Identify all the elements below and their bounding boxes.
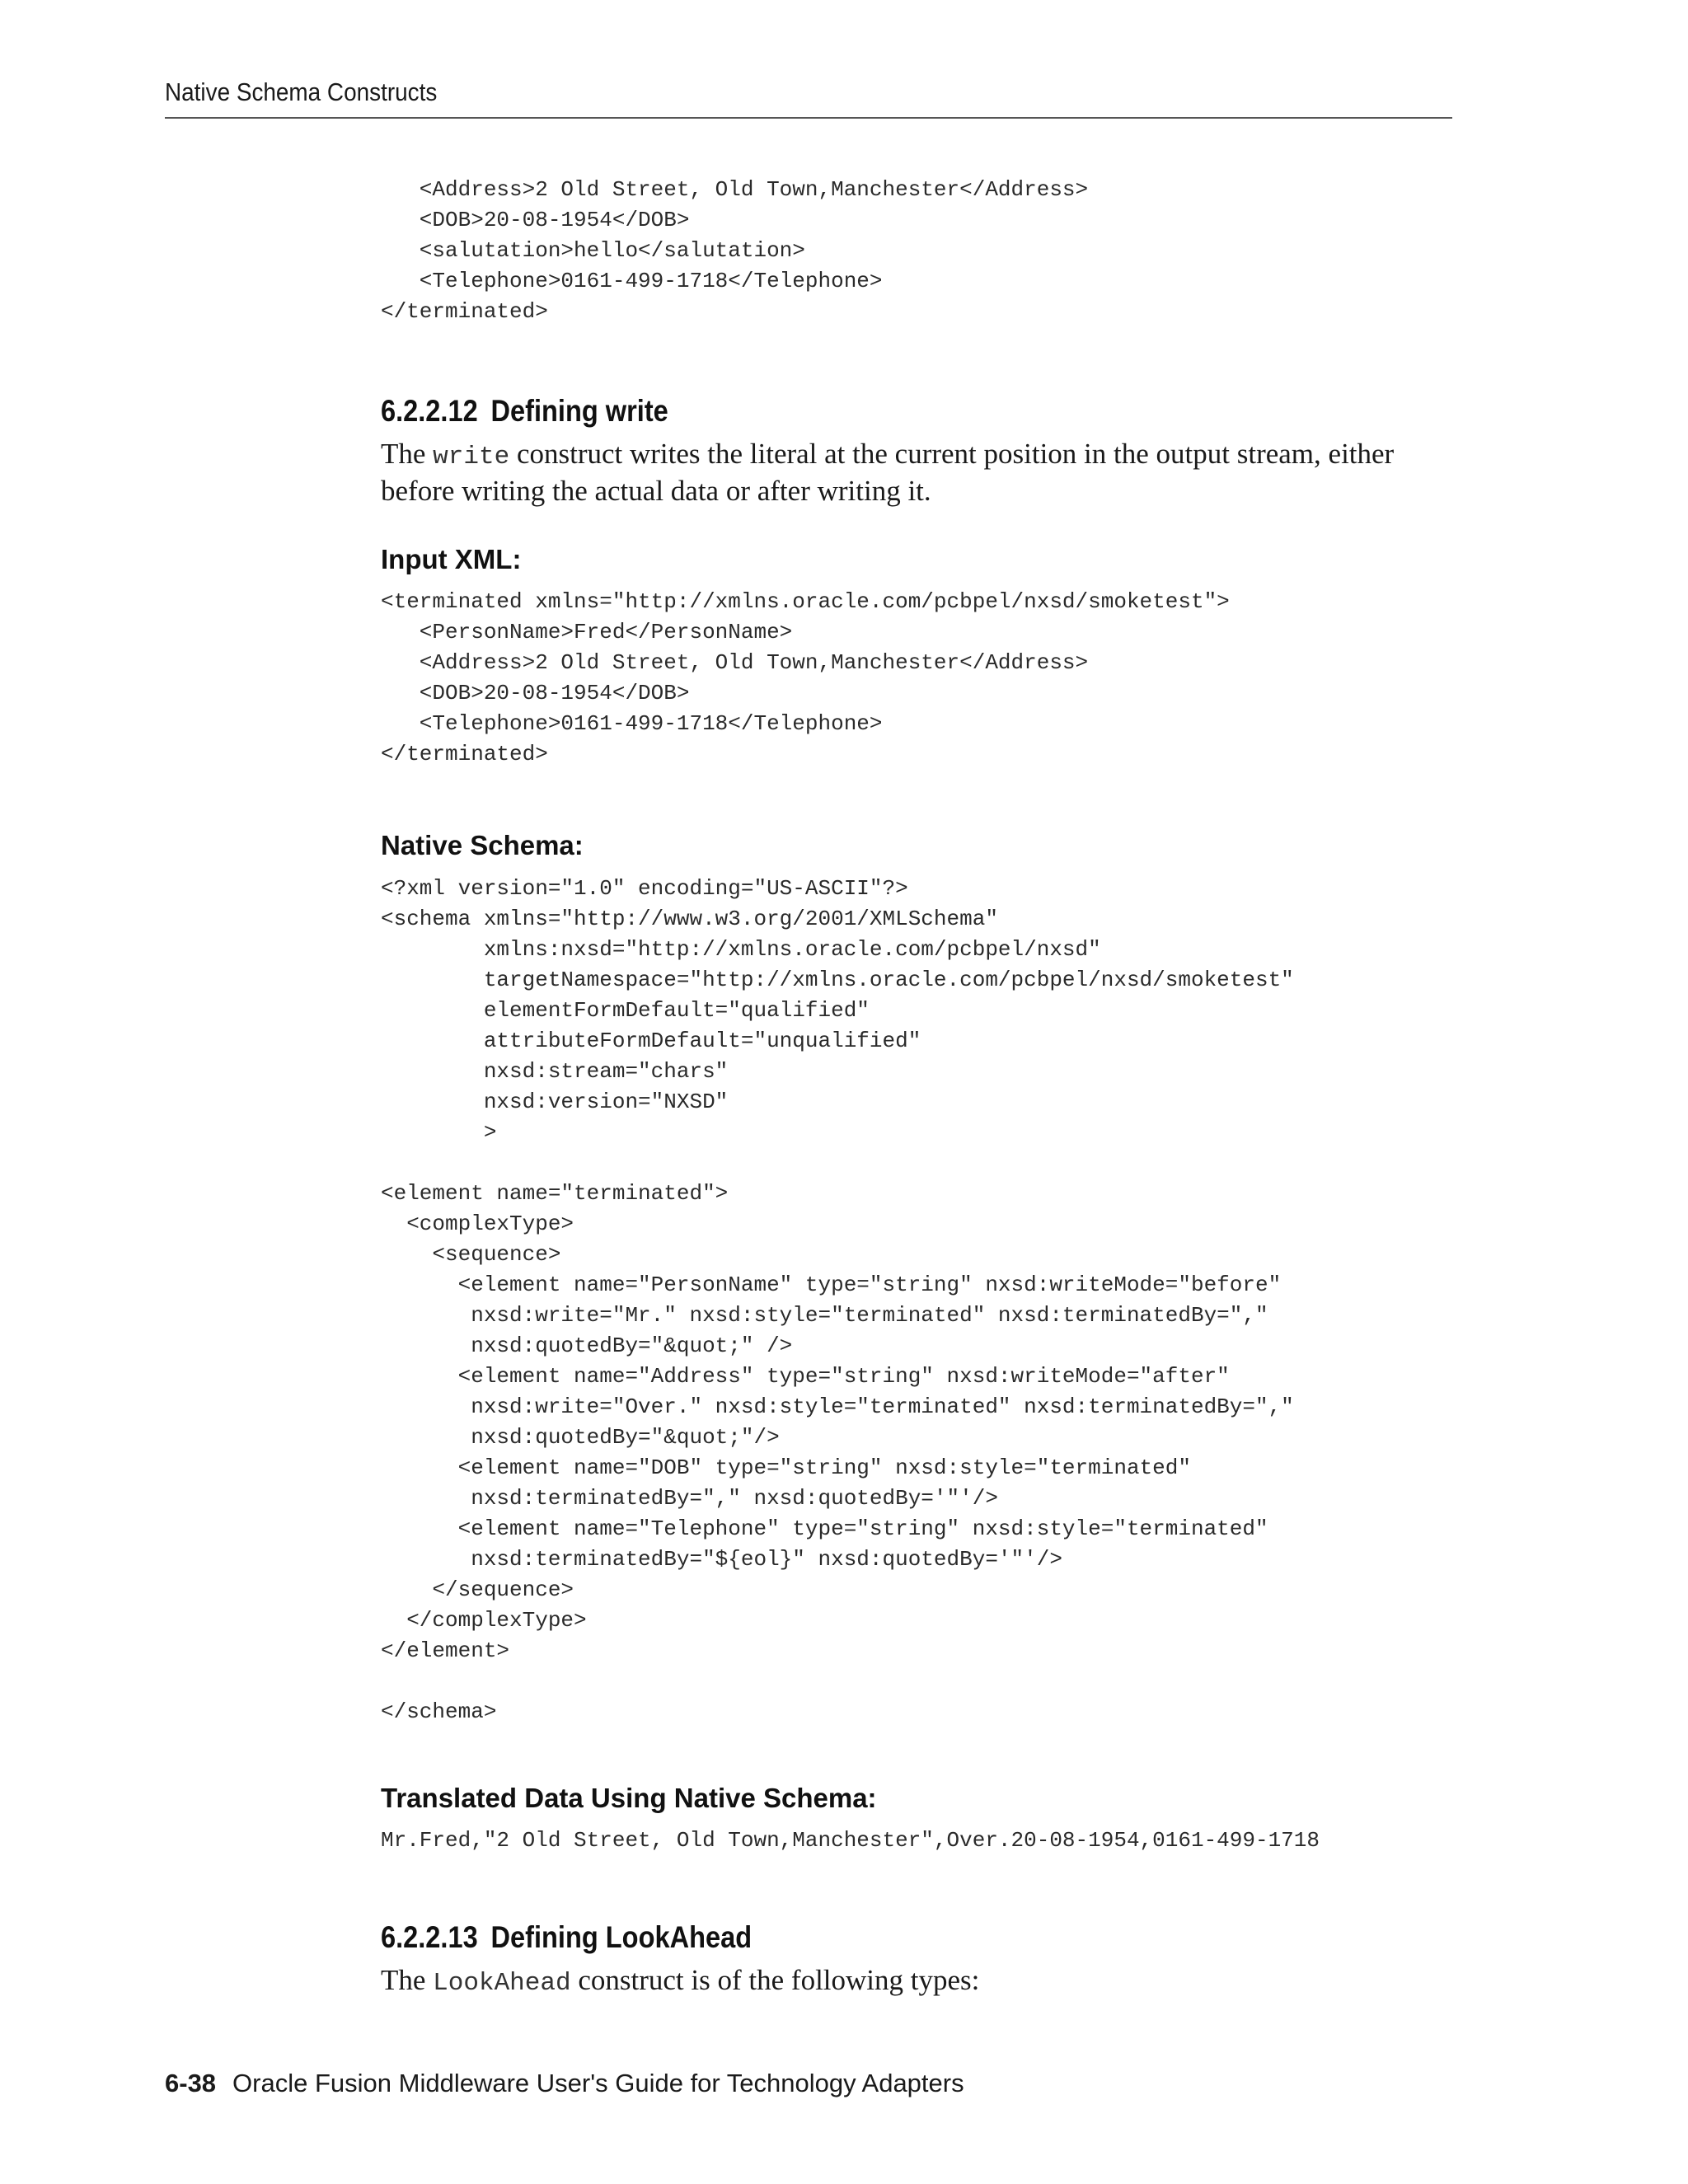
inline-code: LookAhead [433, 1969, 571, 1998]
para-text: The [381, 1964, 434, 1996]
para-text: construct writes the literal at the current position in the output stream, either before writing the actual data or after writing it. [381, 438, 1395, 507]
code-block-translated: Mr.Fred,"2 Old Street, Old Town,Manchester",Over.20-08-1954,0161-499-1718 [381, 1828, 1320, 1853]
section-title: Defining LookAhead [490, 1920, 753, 1954]
section-heading-lookahead [381, 1920, 752, 1955]
inline-code: write [433, 443, 510, 471]
code-block-native-schema: <?xml version="1.0" encoding="US-ASCII"?> <schema xmlns="http://www.w3.org/2001/XMLSchema" xmlns:nxsd="http://xmlns.oracle.com/pcbpel/nxsd" targetNamespace="http://xmlns.oracle.com/pcbpel/nxsd/smoketest" elementFormDefault="qualified" attributeFormDefault="unqualified" nxsd:stream="chars" nxsd:version="NXSD" > <element name="terminated"> <complexType> <sequence> <element name="PersonName" type="string" nxsd:writeMode="before" nxsd:write="Mr." nxsd:style="terminated" nxsd:terminatedBy="," nxsd:quotedBy="&quot;" /> <element name="Address" type="string" nxsd:writeMode="after" nxsd:write="Over." nxsd:style="terminated" nxsd:terminatedBy="," nxsd:quotedBy="&quot;"/> <element name="DOB" type="string" nxsd:style="terminated" nxsd:terminatedBy="," nxsd:quotedBy='"'/> <element name="Telephone" type="string" nxsd:style="terminated" nxsd:terminatedBy="${eol}" nxsd:quotedBy='"'/> </sequence> </complexType> </element> </schema> [381, 876, 1294, 1724]
section-heading-write [381, 394, 668, 429]
paragraph-lookahead [381, 1963, 1444, 2000]
page-number: 6-38 [165, 2069, 217, 2097]
para-text: construct is of the following types: [570, 1964, 980, 1996]
running-header [165, 74, 1452, 119]
translated-data-heading: Translated Data Using Native Schema: [381, 1783, 877, 1813]
section-number: 6.2.2.12 [381, 394, 478, 428]
para-text: The [381, 438, 434, 470]
paragraph-write [381, 437, 1444, 508]
page-footer [165, 2069, 964, 2098]
header-title: Native Schema Constructs [165, 77, 438, 106]
section-title: Defining write [490, 394, 668, 428]
code-block-input-xml: <terminated xmlns="http://xmlns.oracle.com/pcbpel/nxsd/smoketest"> <PersonName>Fred</PersonName> <Address>2 Old Street, Old Town,Manchester</Address> <DOB>20-08-1954</DOB> <Telephone>0161-499-1718</Telephone> </terminated> [381, 589, 1230, 766]
code-block-top: <Address>2 Old Street, Old Town,Manchester</Address> <DOB>20-08-1954</DOB> <salutation>hello</salutation> <Telephone>0161-499-1718</Telephone> </terminated> [381, 177, 1089, 324]
book-title: Oracle Fusion Middleware User's Guide for Technology Adapters [232, 2069, 964, 2097]
section-number: 6.2.2.13 [381, 1920, 478, 1954]
native-schema-heading: Native Schema: [381, 830, 584, 860]
input-xml-heading: Input XML: [381, 544, 522, 574]
